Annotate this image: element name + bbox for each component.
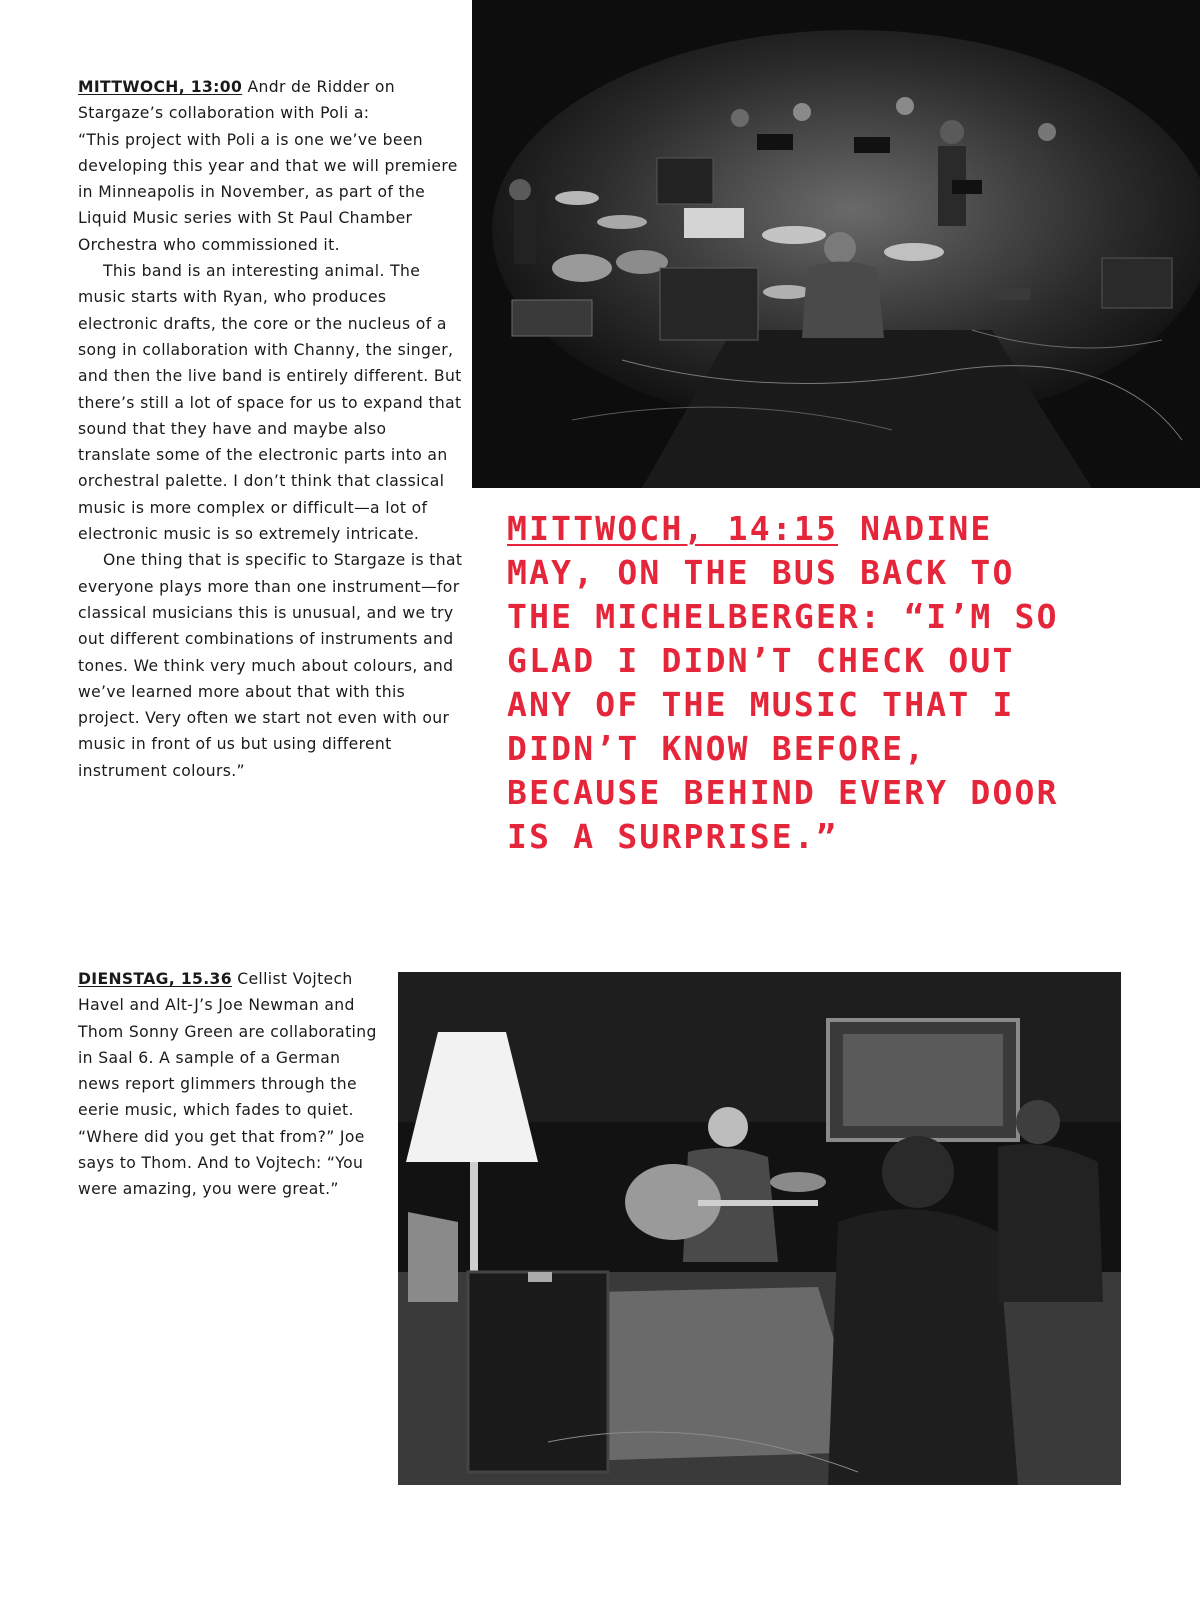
article-mittwoch-1300 xyxy=(78,74,463,784)
paragraph: “This project with Poli a is one we’ve been developing this year and that we will premiere in Minneapolis in November, as part of the Liquid Music series with St Paul Chamber Orchestra who commissioned it. xyxy=(78,130,458,254)
article-intro xyxy=(78,74,463,127)
pull-quote-text: NADINE MAY, ON THE BUS BACK TO THE MICHELBERGER: “I’M SO GLAD I DIDN’T CHECK OUT ANY OF THE MUSIC THAT I DIDN’T KNOW BEFORE, BECAUSE BEHIND EVERY DOOR IS A SURPRISE.” xyxy=(507,509,1059,856)
pull-quote-timestamp: MITTWOCH, 14:15 xyxy=(507,509,839,548)
article-text: Cellist Vojtech Havel and Alt-J’s Joe Newman and Thom Sonny Green are collaborating in Saal 6. A sample of a German news report glimmers through the eerie music, which fades to quiet. “Where did you get that from?” Joe says to Thom. And to Vojtech: “You were amazing, you were great.” xyxy=(78,970,377,1199)
rehearsal-photo xyxy=(472,0,1200,488)
pull-quote xyxy=(507,507,1067,859)
article-dienstag-1536 xyxy=(78,966,378,1203)
paragraph: This band is an interesting animal. The music starts with Ryan, who produces electronic drafts, the core or the nucleus of a song in collaboration with Channy, the singer, and then the live band is entirely different. But there’s still a lot of space for us to expand that sound that they have and maybe also translate some of the electronic parts into an orchestral palette. I don’t think that classical music is more complex or difficult—a lot of electronic music is so extremely intricate. xyxy=(78,262,462,544)
paragraph: One thing that is specific to Stargaze is that everyone plays more than one instrument—for classical musicians this is unusual, and we try out different combinations of instruments and tones. We think very much about colours, and we’ve learned more about that with this project. Very often we start not even with our music in front of us but using different instrument colours.” xyxy=(78,551,463,780)
timestamp-label: MITTWOCH, 13:00 xyxy=(78,78,243,96)
timestamp-label: DIENSTAG, 15.36 xyxy=(78,970,232,988)
studio-session-photo xyxy=(398,972,1121,1485)
paragraph xyxy=(78,966,378,1203)
intro-text: Andr de Ridder on Stargaze’s collaboration with Poli a: xyxy=(78,78,396,123)
